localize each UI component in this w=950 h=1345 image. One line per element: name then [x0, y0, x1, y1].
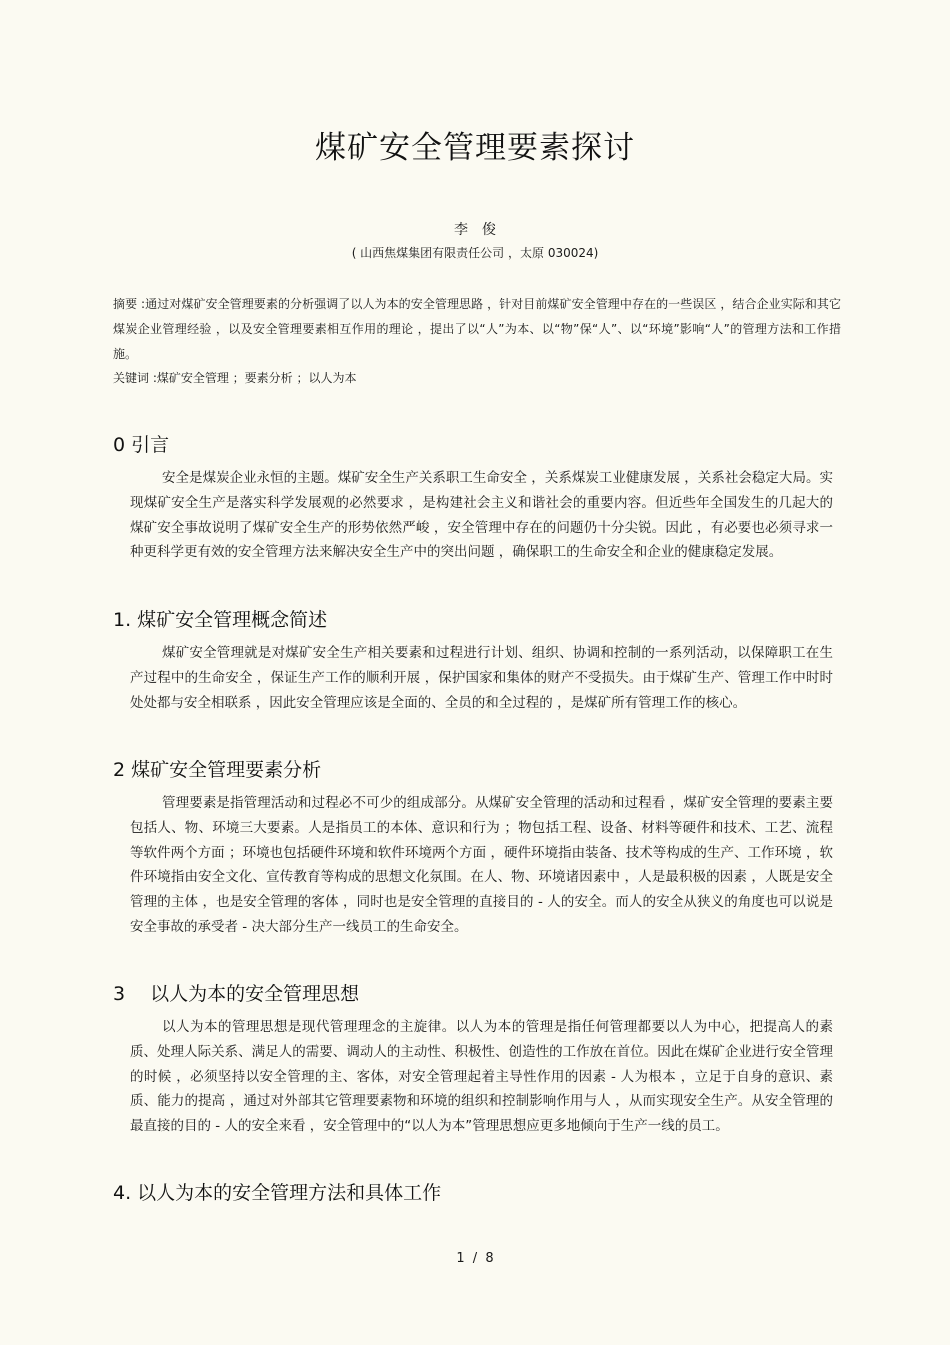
- author-affiliation: ( 山西焦煤集团有限责任公司 ，太原 030024): [351, 246, 599, 260]
- section-body-elements: 管理要素是指管理活动和过程必不可少的组成部分。从煤矿安全管理的活动和过程看 ，煤矿安全管理的要素主要包括人、物、环境三大要素。人是指员工的本体、意识和行为 ；物包括工程、设备、材料等硬件和技术、工艺、流程等软件两个方面 ；环境也包括硬件环境和软件环境两个方面 ，硬件环境指由装备、技术等构成的生产、工作环境 ，软件环境指由安全文化、宣传教育等构成的思想文化氛围。在人、物、环境诸因素中 ，人是最积极的因素 ，人既是安全管理的主体 ，也是安全管理的客体 ，同时也是安全管理的直接目的 - 人的安全。而人的安全从狭义的角度也可以说是安全事故的承受者 - 决大部分生产一线员工的生命安全。: [130, 795, 833, 935]
- section-body-concept: 煤矿安全管理就是对煤矿安全生产相关要素和过程进行计划、组织、协调和控制的一系列活动，以保障职工在生产过程中的生命安全 ，保证生产工作的顺利开展 ，保护国家和集体的财产不受损失。由于煤矿生产、管理工作中时时处处都与安全相联系 ，因此安全管理应该是全面的、全员的和全过程的 ，是煤矿所有管理工作的核心。: [130, 645, 833, 711]
- abstract: [113, 292, 841, 367]
- page-title: 煤矿安全管理要素探讨: [315, 130, 635, 166]
- author-name: 李 俊: [454, 222, 496, 238]
- keywords: 关键词 :煤矿安全管理 ；要素分析 ；以人为本: [113, 371, 357, 385]
- section-body-intro: 安全是煤炭企业永恒的主题。煤矿安全生产关系职工生命安全 ，关系煤炭工业健康发展 ，关系社会稳定大局。实现煤矿安全生产是落实科学发展观的必然要求 ，是构建社会主义和谐社会的重要内容。但近些年全国发生的几起大的煤矿安全事故说明了煤矿安全生产的形势依然严峻 ，安全管理中存在的问题仍十分尖锐。因此 ，有必要也必须寻求一种更科学更有效的安全管理方法来解决安全生产中的突出问题 ，确保职工的生命安全和企业的健康稳定发展。: [130, 470, 833, 561]
- section-heading-intro: 0 引言: [113, 434, 170, 456]
- page-indicator: 1 / 8: [456, 1251, 494, 1266]
- section-heading-elements: 2 煤矿安全管理要素分析: [113, 759, 322, 781]
- section-body-people-oriented: 以人为本的管理思想是现代管理理念的主旋律。以人为本的管理是指任何管理都要以人为中心，把提高人的素质、处理人际关系、满足人的需要、调动人的主动性、积极性、创造性的工作放在首位。因此在煤矿企业进行安全管理的时候 ，必须坚持以安全管理的主、客体，对安全管理起着主导性作用的因素 - 人为根本 ，立足于自身的意识、素质、能力的提高 ，通过对外部其它管理要素物和环境的组织和控制影响作用与人 ，从而实现安全生产。从安全管理的最直接的目的 - 人的安全来看 ，安全管理中的“以人为本”管理思想应更多地倾向于生产一线的员工。: [130, 1019, 833, 1135]
- abstract-text: 摘要 :通过对煤矿安全管理要素的分析强调了以人为本的安全管理思路 ，针对目前煤矿安全管理中存在的一些误区 ，结合企业实际和其它煤炭企业管理经验 ，以及安全管理要素相互作用的理论 ，提出了以“人”为本、以“物”保“人”、以“环境”影响“人”的管理方法和工作措施。: [113, 297, 841, 361]
- section-heading-people-oriented: 3 以人为本的安全管理思想: [113, 983, 360, 1005]
- section-heading-concept: 1. 煤矿安全管理概念简述: [113, 609, 328, 631]
- section-heading-methods: 4. 以人为本的安全管理方法和具体工作: [113, 1182, 442, 1204]
